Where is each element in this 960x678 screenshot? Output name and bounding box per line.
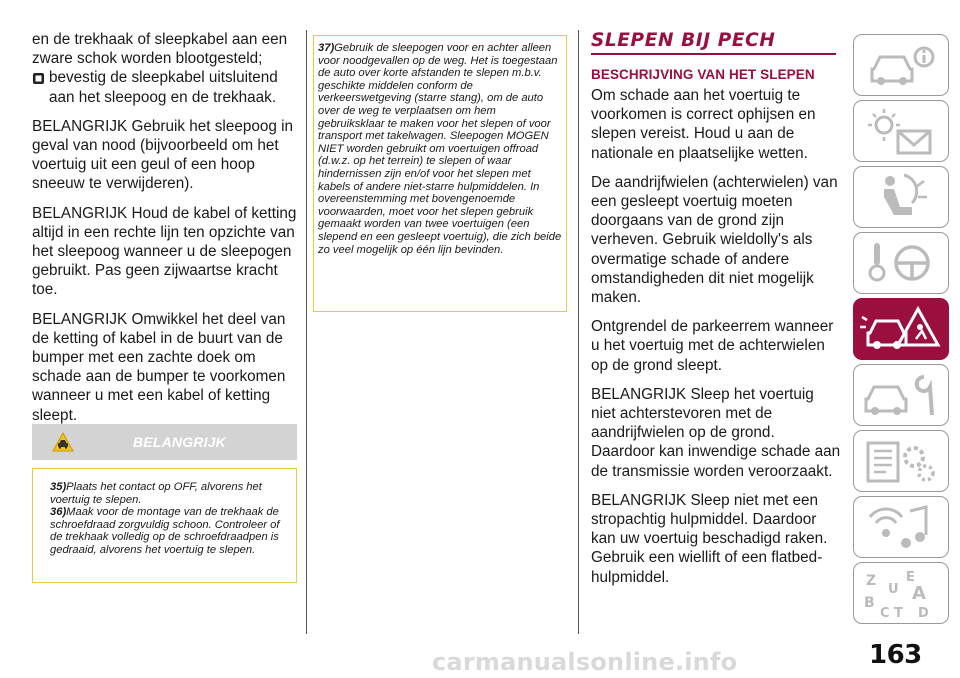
paragraph: en de trekhaak of sleepkabel aan een zware schok worden blootgesteld;	[32, 31, 288, 68]
note-text: Gebruik de sleepogen voor en achter alleen voor noodgevallen op de weg. Het is toegestaan de auto over korte afstanden te slepen m.b.v. geschikte middelen conform de verkeerswetgeving (starre stang), om de auto over de weg te verplaatsen om hem gebruiksklaar te maken voor het slepen of voor transport met takelwagen. Sleepogen MOGEN NIET worden gebruikt om voertuigen offroad (d.w.z. op het terrein) te slepen of waar hindernissen zijn en/of voor het slepen met kabels of andere niet-starre hulpmiddelen. In overeenstemming met bovengenoemde voorwaarden, moet voor het slepen gebruik gemaakt worden van twee voertuigen (een slepend en een gesleept voertuig), die zich beide zo veel mogelijk op één lijn bevinden.	[318, 42, 562, 256]
tab-technical-data[interactable]	[853, 430, 949, 492]
paragraph: BELANGRIJK Omwikkel het deel van de ketting of kabel in de buurt van de bumper met een zachte doek om schade aan de bumper te voorkomen wanneer u met een kabel of ketting sleept.	[32, 310, 286, 424]
note-37	[318, 42, 562, 256]
svg-text:U: U	[888, 582, 899, 597]
svg-text:B: B	[864, 595, 875, 611]
tab-multimedia[interactable]	[853, 496, 949, 558]
paragraph: Om schade aan het voertuig te voorkomen is correct ophijsen en slepen vereist. Houd u aan de nationale en plaatselijke wetten.	[591, 87, 816, 162]
watermark: carmanualsonline.info	[432, 648, 738, 676]
note-box-35-36	[32, 468, 297, 583]
bullet-paragraph	[32, 68, 298, 106]
tab-index[interactable]	[853, 562, 949, 624]
svg-text:E: E	[906, 570, 915, 585]
paragraph: BELANGRIJK Houd de kabel of ketting altijd in een rechte lijn ten opzichte van het sleepoog wanneer u de sleepogen gebruikt. Pas geen zijwaartse kracht toe.	[32, 204, 297, 299]
svg-text:C: C	[880, 606, 890, 621]
warning-title: BELANGRIJK	[132, 434, 226, 450]
note-text: Plaats het contact op OFF, alvorens het voertuig te slepen.	[50, 481, 262, 506]
key-steering-wheel-icon	[854, 233, 950, 295]
tab-safety[interactable]	[853, 166, 949, 228]
column-left	[32, 30, 298, 435]
svg-text:D: D	[918, 606, 929, 621]
airbag-seat-icon	[854, 167, 950, 229]
note-text: Maak voor de montage van de trekhaak de schroefdraad zorgvuldig schoon. Controleer of de trekhaak volledig op de schroefdraadpen is gedraaid, alvorens het voertuig te slepen.	[50, 506, 280, 556]
svg-text:A: A	[912, 583, 926, 604]
paragraph: De aandrijfwielen (achterwielen) van een gesleept voertuig moeten doorgaans van de grond zijn verheven. Gebruik wieldolly's als overmatige schade of andere omstandigheden dit niet mogelijk maken.	[591, 173, 838, 307]
car-info-icon	[854, 35, 950, 97]
technical-data-icon	[854, 431, 950, 493]
warning-header	[32, 424, 297, 460]
note-box-37	[313, 35, 567, 312]
note-number: 35)	[50, 481, 67, 493]
paragraph: BELANGRIJK Gebruik het sleepoog in geval van nood (bijvoorbeeld om het voertuig uit een geul of een hoop sneeuw te verwijderen).	[32, 117, 294, 193]
tab-warning-lights[interactable]	[853, 100, 949, 162]
svg-text:T: T	[894, 606, 903, 621]
note-36	[50, 506, 292, 556]
tab-car-info[interactable]	[853, 34, 949, 96]
warning-lights-icon	[854, 101, 950, 163]
tab-in-emergency[interactable]	[853, 298, 949, 360]
section-heading: SLEPEN BIJ PECH	[591, 30, 836, 55]
column-divider	[306, 30, 307, 634]
alphabetical-index-icon	[854, 563, 950, 625]
note-35	[50, 481, 292, 506]
paragraph: Ontgrendel de parkeerrem wanneer u het voertuig met de achterwielen op de grond sleept.	[591, 318, 834, 374]
note-number: 36)	[50, 506, 67, 519]
paragraph: BELANGRIJK Sleep het voertuig niet achterstevoren met de aandrijfwielen op de grond. Daardoor kan inwendige schade aan de transmissie worden veroorzaakt.	[591, 385, 841, 480]
column-divider	[578, 30, 579, 634]
car-emergency-icon	[854, 299, 950, 361]
car-maintenance-icon	[854, 365, 950, 427]
note-number: 37)	[318, 42, 335, 54]
svg-text:Z: Z	[866, 573, 877, 589]
checkbox-bullet-icon	[32, 71, 45, 84]
multimedia-icon	[854, 497, 950, 559]
column-right	[591, 30, 841, 597]
section-subheading: BESCHRIJVING VAN HET SLEPEN	[591, 67, 815, 82]
page-number: 163	[869, 640, 922, 670]
paragraph: BELANGRIJK Sleep niet met een stropachtig hulpmiddel. Daardoor kan uw voertuig beschadigd raken. Gebruik een wiellift of een flatbed-hulpmiddel.	[591, 491, 828, 586]
tab-starting-driving[interactable]	[853, 232, 949, 294]
tab-servicing[interactable]	[853, 364, 949, 426]
bullet-text: bevestig de sleepkabel uitsluitend aan het sleepoog en de trekhaak.	[49, 69, 278, 106]
